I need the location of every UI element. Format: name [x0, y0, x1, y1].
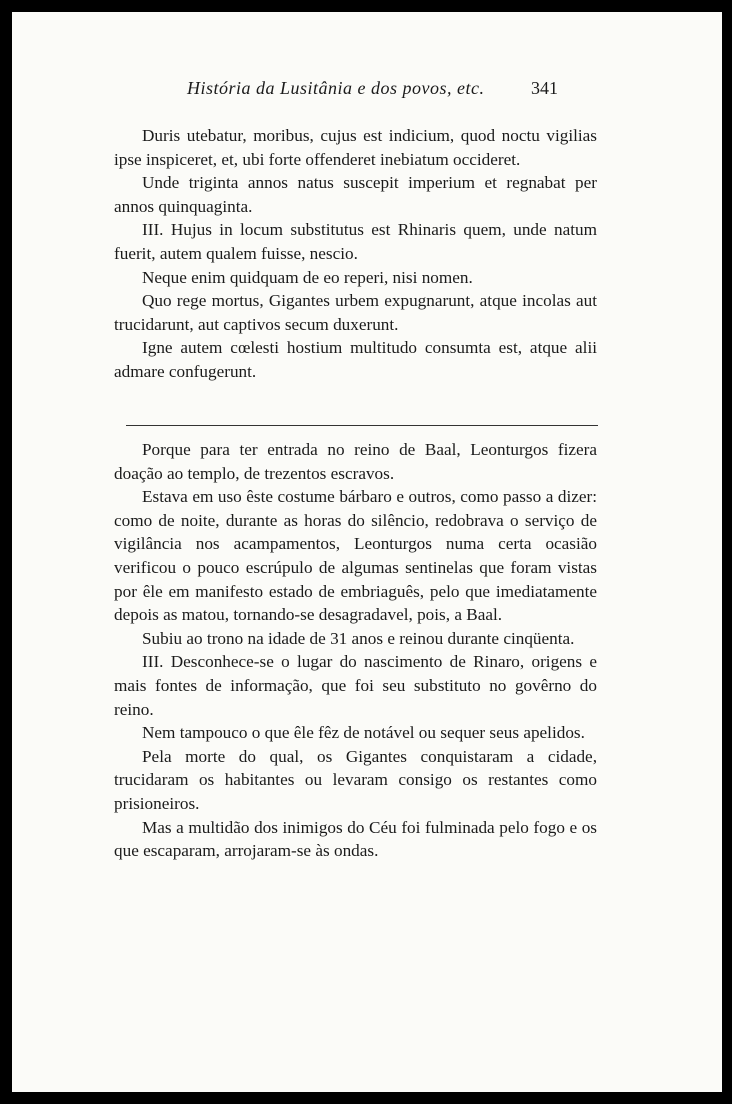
- running-title: História da Lusitânia e dos povos, etc.: [187, 78, 485, 98]
- portuguese-paragraph: Subiu ao trono na idade de 31 anos e reinou durante cinqüenta.: [142, 628, 575, 648]
- latin-paragraph: Igne autem cœlesti hostium multitudo consumta est, atque alii admare confugerunt.: [114, 338, 597, 381]
- portuguese-paragraph: Estava em uso êste costume bárbaro e outros, como passo a dizer: como de noite, durante as horas do silêncio, redobrava o serviço de vigilância nos acampamentos, Leonturgos numa certa ocasião verificou o pouco escrúpulo de algumas sentinelas que foram vistas por êle em manifesto estado de embriaguês, pelo que imediatamente depois as matou, tornando-se desagradavel, pois, a Baal.: [114, 487, 597, 625]
- latin-paragraph: III. Hujus in locum substitutus est Rhinaris quem, unde natum fuerit, autem qualem fuisse, nescio.: [114, 220, 597, 263]
- latin-text-block: [114, 124, 597, 384]
- portuguese-paragraph: Porque para ter entrada no reino de Baal, Leonturgos fizera doação ao templo, de trezentos escravos.: [114, 440, 597, 483]
- portuguese-paragraph: III. Desconhece-se o lugar do nascimento de Rinaro, origens e mais fontes de informação, que foi seu substituto no govêrno do reino.: [114, 652, 597, 719]
- latin-paragraph: Duris utebatur, moribus, cujus est indicium, quod noctu vigilias ipse inspiceret, et, ubi forte offenderet inebiatum occideret.: [114, 126, 597, 169]
- section-divider: [126, 425, 598, 426]
- latin-paragraph: Neque enim quidquam de eo reperi, nisi nomen.: [142, 267, 473, 287]
- portuguese-paragraph: Nem tampouco o que êle fêz de notável ou sequer seus apelidos.: [142, 723, 585, 743]
- portuguese-paragraph: Mas a multidão dos inimigos do Céu foi fulminada pelo fogo e os que escaparam, arrojaram-se às ondas.: [114, 817, 597, 861]
- portuguese-paragraph: Pela morte do qual, os Gigantes conquistaram a cidade, trucidaram os habitantes ou levaram consigo os restantes como prisioneiros.: [114, 746, 597, 813]
- book-page: [12, 12, 722, 1092]
- latin-paragraph: Unde triginta annos natus suscepit imperium et regnabat per annos quinquaginta.: [114, 173, 597, 216]
- latin-paragraph: Quo rege mortus, Gigantes urbem expugnarunt, atque incolas aut trucidarunt, aut captivos secum duxerunt.: [114, 291, 597, 334]
- page-number: 341: [531, 78, 558, 98]
- portuguese-text-block: [114, 438, 597, 863]
- page-header: [12, 78, 722, 104]
